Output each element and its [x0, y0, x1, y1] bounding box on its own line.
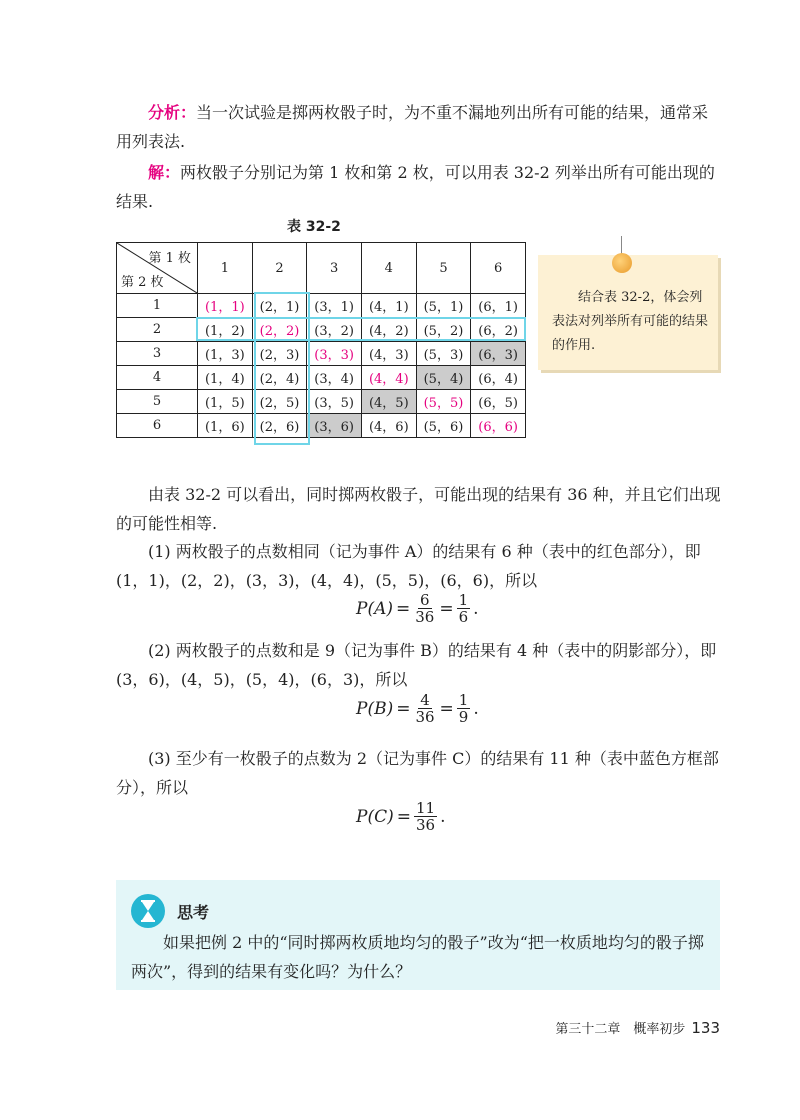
table-cell: (5，3) [416, 342, 471, 366]
think-title: 思考 [177, 903, 210, 922]
page-footer [555, 1018, 720, 1037]
table-cell: (3，6) [307, 414, 362, 438]
table-cell: (3，2) [307, 318, 362, 342]
denominator: 36 [415, 708, 435, 726]
table-cell: (4，3) [361, 342, 416, 366]
formula-period: . [440, 806, 446, 827]
table-row [117, 294, 526, 318]
table-cell: (5，5) [416, 390, 471, 414]
row-header: 4 [117, 366, 198, 390]
row-header: 2 [117, 318, 198, 342]
table-cell: (1，1) [198, 294, 253, 318]
formula-equals: = [439, 698, 454, 719]
fraction [457, 692, 471, 725]
table-cell: (3，5) [307, 390, 362, 414]
body-paragraph-4: (3) 至少有一枚骰子的点数为 2（记为事件 C）的结果有 11 种（表中蓝色方框部分），所以 [116, 749, 719, 797]
table-cell: (6，3) [471, 342, 526, 366]
body-paragraph-1: 由表 32-2 可以看出，同时掷两枚骰子，可能出现的结果有 36 种，并且它们出现的可能性相等. [116, 485, 721, 533]
fraction [413, 692, 436, 725]
table-caption: 表 32-2 [287, 219, 341, 235]
numerator: 1 [458, 591, 469, 609]
fraction [413, 592, 436, 625]
table-cell: (5，2) [416, 318, 471, 342]
table-cell: (4，4) [361, 366, 416, 390]
table-cell: (3，3) [307, 342, 362, 366]
formula-equals: = [396, 806, 411, 827]
table-cell: (3，4) [307, 366, 362, 390]
corner-label-second: 第 2 枚 [121, 275, 164, 290]
column-header: 4 [361, 243, 416, 294]
table-cell: (1，2) [198, 318, 253, 342]
table-row [117, 342, 526, 366]
table-cell: (5，1) [416, 294, 471, 318]
solution-text: 两枚骰子分别记为第 1 枚和第 2 枚，可以用表 32-2 列举出所有可能出现的结果. [116, 163, 715, 211]
hourglass-glyph [131, 894, 165, 928]
table-cell: (1，3) [198, 342, 253, 366]
solution-paragraph [116, 158, 722, 216]
column-header: 3 [307, 243, 362, 294]
fraction [457, 592, 471, 625]
table-cell: (2，6) [252, 414, 307, 438]
table-cell: (6，4) [471, 366, 526, 390]
hourglass-icon [131, 894, 165, 928]
table-cell: (1，4) [198, 366, 253, 390]
row-header: 6 [117, 414, 198, 438]
blue-frame-row-2 [196, 317, 526, 341]
analysis-text: 当一次试验是掷两枚骰子时，为不重不漏地列出所有可能的结果，通常采用列表法. [116, 103, 709, 151]
table-cell: (4，2) [361, 318, 416, 342]
table-cell: (2，1) [252, 294, 307, 318]
row-header: 1 [117, 294, 198, 318]
table-cell: (5，4) [416, 366, 471, 390]
row-header: 5 [117, 390, 198, 414]
corner-label-first: 第 1 枚 [148, 251, 191, 266]
table-corner-cell [117, 243, 198, 294]
row-header: 3 [117, 342, 198, 366]
table-cell: (2，4) [252, 366, 307, 390]
table-cell: (4，6) [361, 414, 416, 438]
table-cell: (6，5) [471, 390, 526, 414]
analysis-paragraph [116, 98, 722, 156]
formula-lhs: P(A) [356, 598, 393, 619]
table-cell: (4，5) [361, 390, 416, 414]
table-row [117, 366, 526, 390]
chapter-title: 第三十二章 概率初步 [555, 1022, 686, 1037]
fraction [414, 800, 437, 833]
body-paragraph-3: (2) 两枚骰子的点数和是 9（记为事件 B）的结果有 4 种（表中的阴影部分），即(3，6)，(4，5)，(5，4)，(6，3)，所以 [116, 641, 717, 689]
formula-equals: = [439, 598, 454, 619]
denominator: 36 [415, 816, 436, 834]
body-paragraph-2: (1) 两枚骰子的点数相同（记为事件 A）的结果有 6 种（表中的红色部分），即 (1，1)，(2，2)，(3，3)，(4，4)，(5，5)，(6，6)，所以 [116, 542, 701, 590]
table-cell: (1，6) [198, 414, 253, 438]
formula-equals: = [396, 698, 411, 719]
table-cell: (2，2) [252, 318, 307, 342]
denominator: 36 [415, 608, 435, 626]
column-header: 1 [198, 243, 253, 294]
numerator: 6 [420, 591, 430, 609]
formula-pa [356, 592, 479, 625]
formula-period: . [473, 598, 479, 619]
pin-icon [612, 253, 632, 273]
numerator: 4 [420, 691, 430, 709]
denominator: 9 [458, 708, 469, 726]
table-cell: (4，1) [361, 294, 416, 318]
table-cell: (2，3) [252, 342, 307, 366]
numerator: 11 [415, 799, 436, 817]
denominator: 6 [458, 608, 469, 626]
table-row [117, 390, 526, 414]
formula-period: . [473, 698, 479, 719]
table-cell: (1，5) [198, 390, 253, 414]
column-header: 2 [252, 243, 307, 294]
table-cell: (6，1) [471, 294, 526, 318]
think-text: 如果把例 2 中的“同时掷两枚质地均匀的骰子”改为“把一枚质地均匀的骰子掷两次”，得到的结果有变化吗？为什么？ [131, 933, 704, 981]
formula-lhs: P(B) [356, 698, 394, 719]
column-header: 6 [471, 243, 526, 294]
table-cell: (6，6) [471, 414, 526, 438]
side-note-text: 结合表 32-2，体会列表法对列举所有可能的结果的作用. [552, 290, 709, 353]
formula-equals: = [395, 598, 411, 619]
formula-lhs: P(C) [356, 806, 394, 827]
solution-label: 解： [148, 163, 181, 182]
table-cell: (5，6) [416, 414, 471, 438]
formula-pc [356, 800, 445, 833]
analysis-label: 分析： [148, 103, 197, 122]
numerator: 1 [458, 691, 469, 709]
blue-frame-column-2 [254, 292, 310, 445]
table-cell: (6，2) [471, 318, 526, 342]
table-cell: (3，1) [307, 294, 362, 318]
page-number: 133 [691, 1019, 720, 1037]
table-cell: (2，5) [252, 390, 307, 414]
formula-pb [356, 692, 479, 725]
table-header-row [117, 243, 526, 294]
column-header: 5 [416, 243, 471, 294]
table-row [117, 414, 526, 438]
